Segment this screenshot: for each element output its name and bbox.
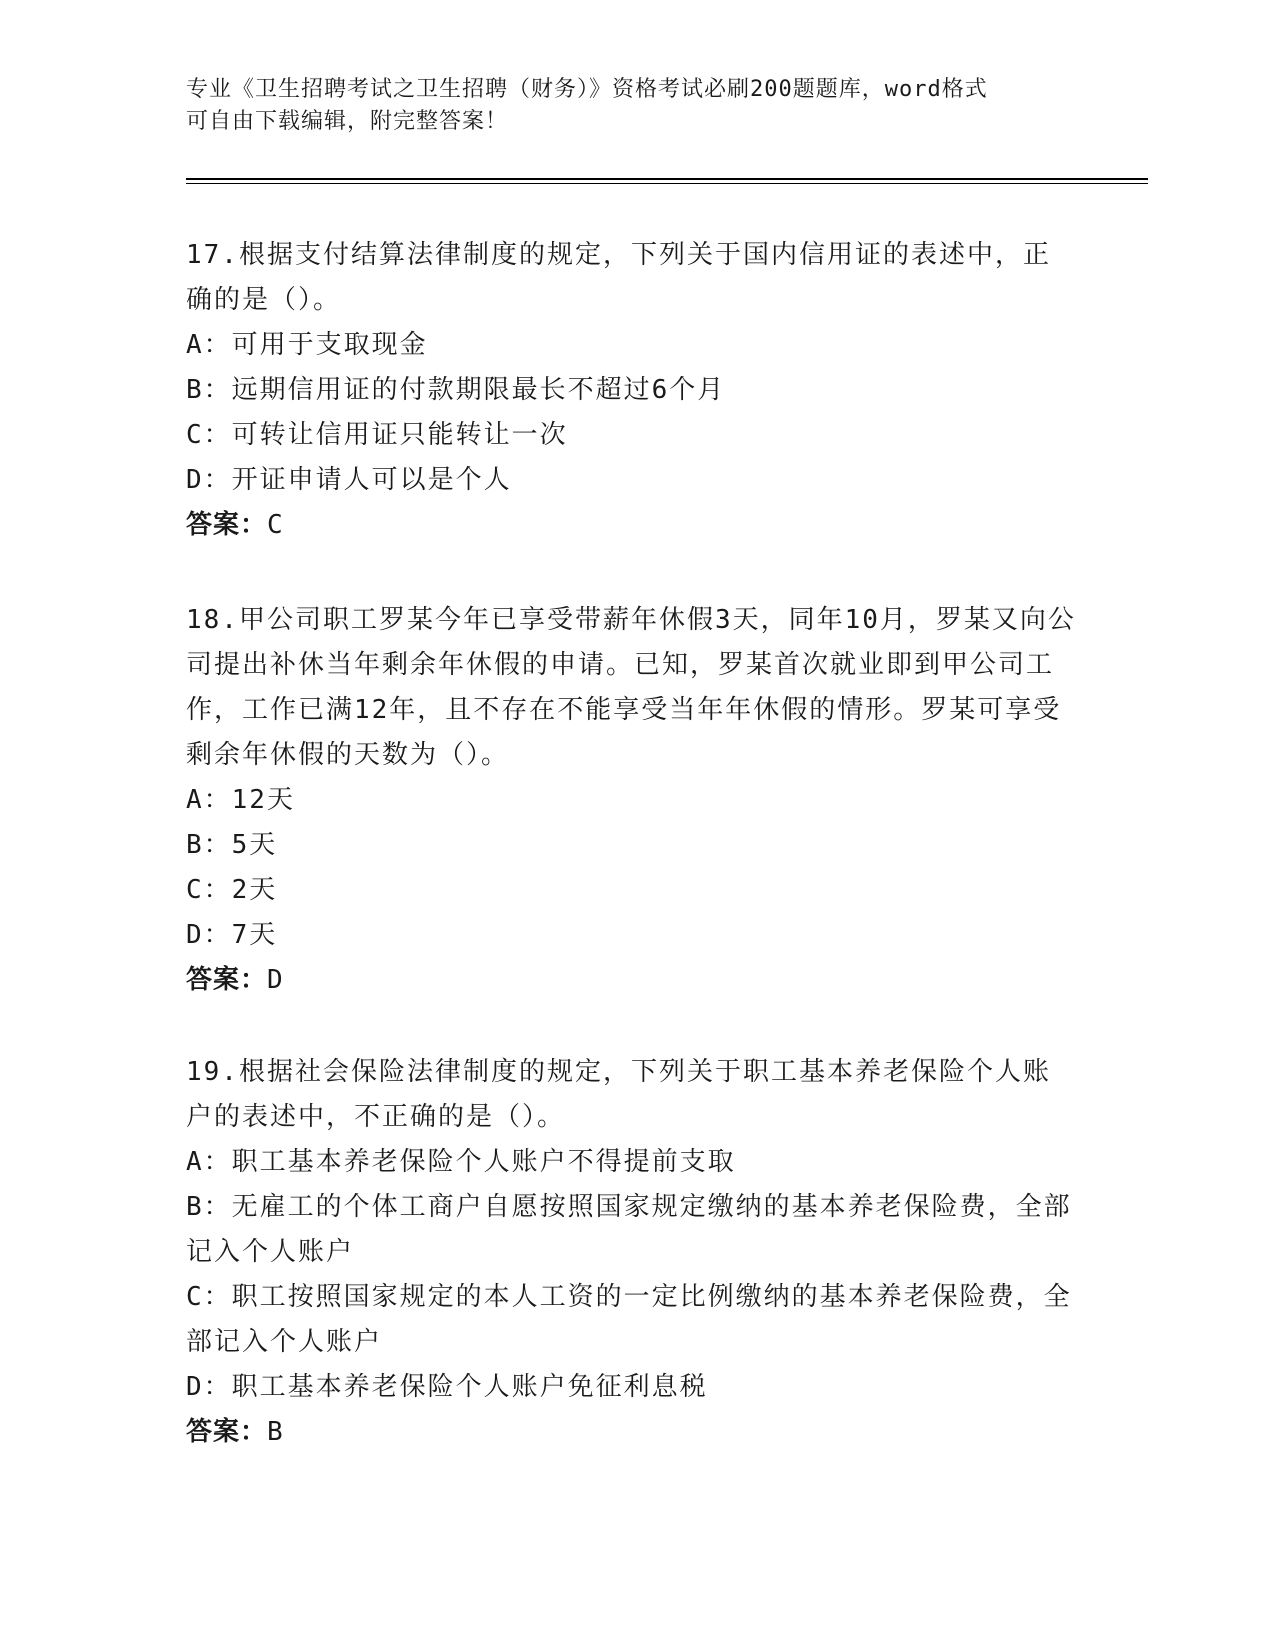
answer-value: B bbox=[267, 1417, 284, 1447]
answer-label: 答案： bbox=[186, 510, 268, 540]
answer-label: 答案： bbox=[186, 1417, 268, 1447]
question-text: 19.根据社会保险法律制度的规定，下列关于职工基本养老保险个人账户的表述中，不正确的是（）。 bbox=[186, 1057, 1051, 1132]
option-c: C：2天 bbox=[186, 875, 278, 905]
header-line-2: 可自由下载编辑，附完整答案！ bbox=[186, 109, 509, 134]
header-rule-thin bbox=[186, 183, 1148, 184]
header-line-1: 专业《卫生招聘考试之卫生招聘（财务）》资格考试必刷200题题库，word格式 bbox=[186, 77, 988, 102]
answer-label: 答案： bbox=[186, 965, 268, 995]
option-d: D：7天 bbox=[186, 920, 278, 950]
option-c: C：可转让信用证只能转让一次 bbox=[186, 420, 568, 450]
option-b: B：远期信用证的付款期限最长不超过6个月 bbox=[186, 375, 726, 405]
answer-line bbox=[186, 1410, 1076, 1455]
question-17 bbox=[186, 233, 1076, 548]
answer-value: C bbox=[267, 510, 284, 540]
answer-value: D bbox=[267, 965, 284, 995]
header-rule-thick bbox=[186, 178, 1148, 180]
option-d: D：职工基本养老保险个人账户免征利息税 bbox=[186, 1372, 708, 1402]
option-a: A：12天 bbox=[186, 785, 295, 815]
answer-line bbox=[186, 958, 1076, 1003]
question-text: 17.根据支付结算法律制度的规定，下列关于国内信用证的表述中，正确的是（）。 bbox=[186, 240, 1051, 315]
option-b: B：5天 bbox=[186, 830, 278, 860]
option-b: B：无雇工的个体工商户自愿按照国家规定缴纳的基本养老保险费，全部记入个人账户 bbox=[186, 1192, 1072, 1267]
option-a: A：职工基本养老保险个人账户不得提前支取 bbox=[186, 1147, 736, 1177]
answer-line bbox=[186, 503, 1076, 548]
question-18 bbox=[186, 598, 1076, 1003]
option-d: D：开证申请人可以是个人 bbox=[186, 465, 512, 495]
document-header bbox=[186, 74, 1066, 138]
option-a: A：可用于支取现金 bbox=[186, 330, 428, 360]
question-19 bbox=[186, 1050, 1076, 1455]
question-text: 18.甲公司职工罗某今年已享受带薪年休假3天，同年10月，罗某又向公司提出补休当年剩余年休假的申请。已知，罗某首次就业即到甲公司工作，工作已满12年，且不存在不能享受当年年休假的情形。罗某可享受剩余年休假的天数为（）。 bbox=[186, 605, 1076, 770]
option-c: C：职工按照国家规定的本人工资的一定比例缴纳的基本养老保险费，全部记入个人账户 bbox=[186, 1282, 1072, 1357]
